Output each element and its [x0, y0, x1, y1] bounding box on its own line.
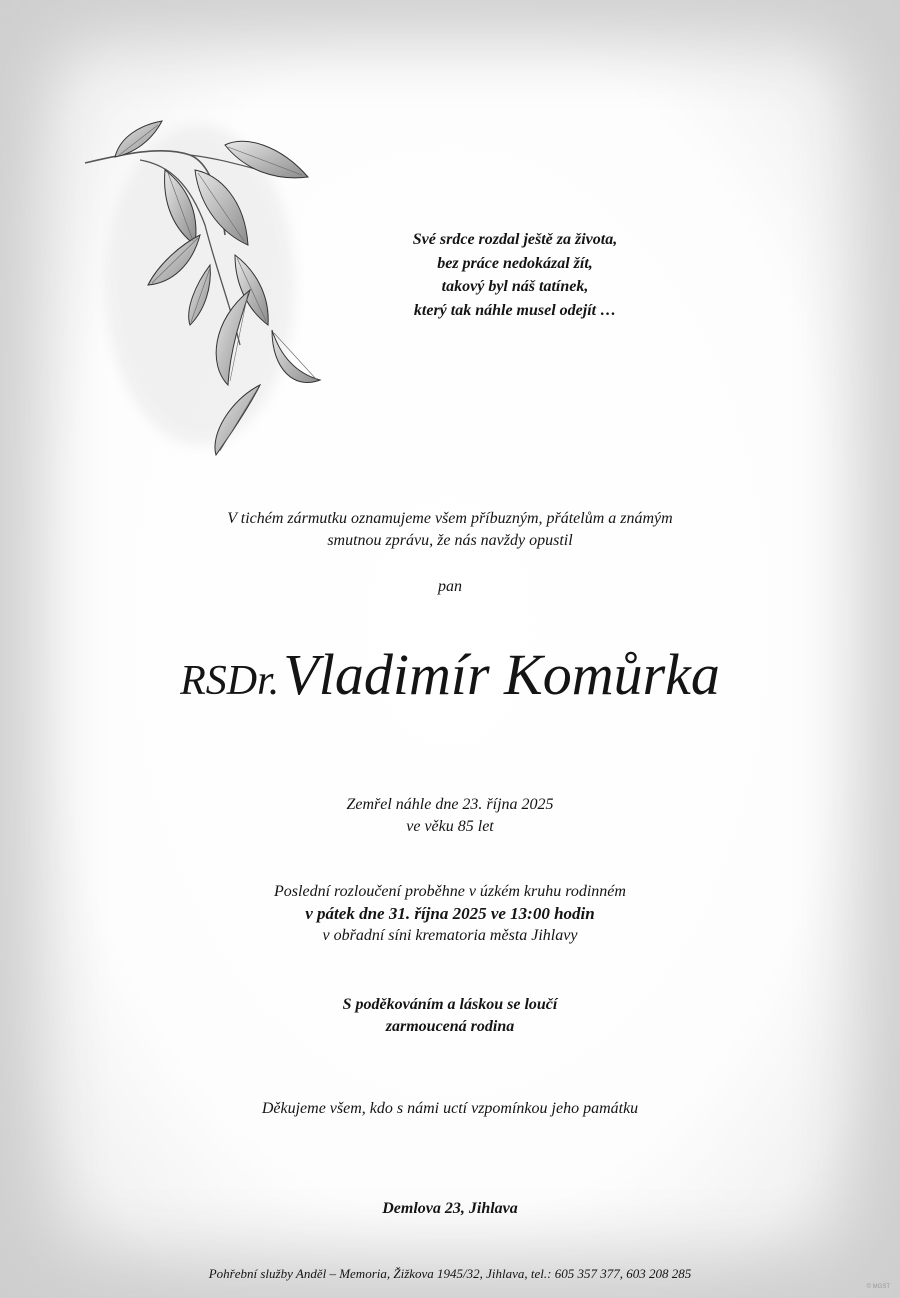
copyright-watermark: © MGST	[866, 1284, 890, 1290]
deceased-full-name: Vladimír Komůrka	[283, 642, 720, 707]
death-details	[0, 794, 900, 838]
farewell-line: zarmoucená rodina	[385, 1018, 515, 1035]
announcement-line: V tichém zármutku oznamujeme všem příbuzným, přátelům a známým	[227, 510, 673, 527]
funeral-service-footer: Pohřební služby Anděl – Memoria, Žižkova 1945/32, Jihlava, tel.: 605 357 377, 603 208 285	[208, 1266, 692, 1281]
family-farewell	[0, 994, 900, 1038]
leaf-branch-illustration	[80, 115, 340, 465]
family-address: Demlova 23, Jihlava	[382, 1200, 518, 1217]
announcement-text	[0, 508, 900, 552]
announcement-line: smutnou zprávu, že nás navždy opustil	[327, 532, 573, 549]
memorial-verse	[360, 228, 670, 322]
farewell-line: S poděkováním a láskou se loučí	[342, 996, 558, 1013]
funeral-intro: Poslední rozloučení proběhne v úzkém kruhu rodinném	[274, 883, 626, 900]
death-age: ve věku 85 let	[406, 818, 494, 835]
death-date: Zemřel náhle dne 23. října 2025	[346, 796, 554, 813]
funeral-details	[0, 881, 900, 947]
verse-line: takový byl náš tatínek,	[441, 278, 589, 295]
deceased-title: RSDr.	[180, 658, 280, 704]
verse-line: bez práce nedokázal žít,	[437, 254, 593, 272]
verse-line: který tak náhle musel odejít …	[413, 301, 617, 319]
verse-line: Své srdce rozdal ještě za života,	[412, 231, 618, 248]
salutation: pan	[438, 578, 462, 595]
gratitude-line: Děkujeme všem, kdo s námi uctí vzpomínkou jeho památku	[261, 1100, 639, 1117]
funeral-date-time: v pátek dne 31. října 2025 ve 13:00 hodin	[305, 904, 595, 923]
funeral-location: v obřadní síni krematoria města Jihlavy	[322, 927, 578, 944]
deceased-name	[0, 640, 900, 725]
